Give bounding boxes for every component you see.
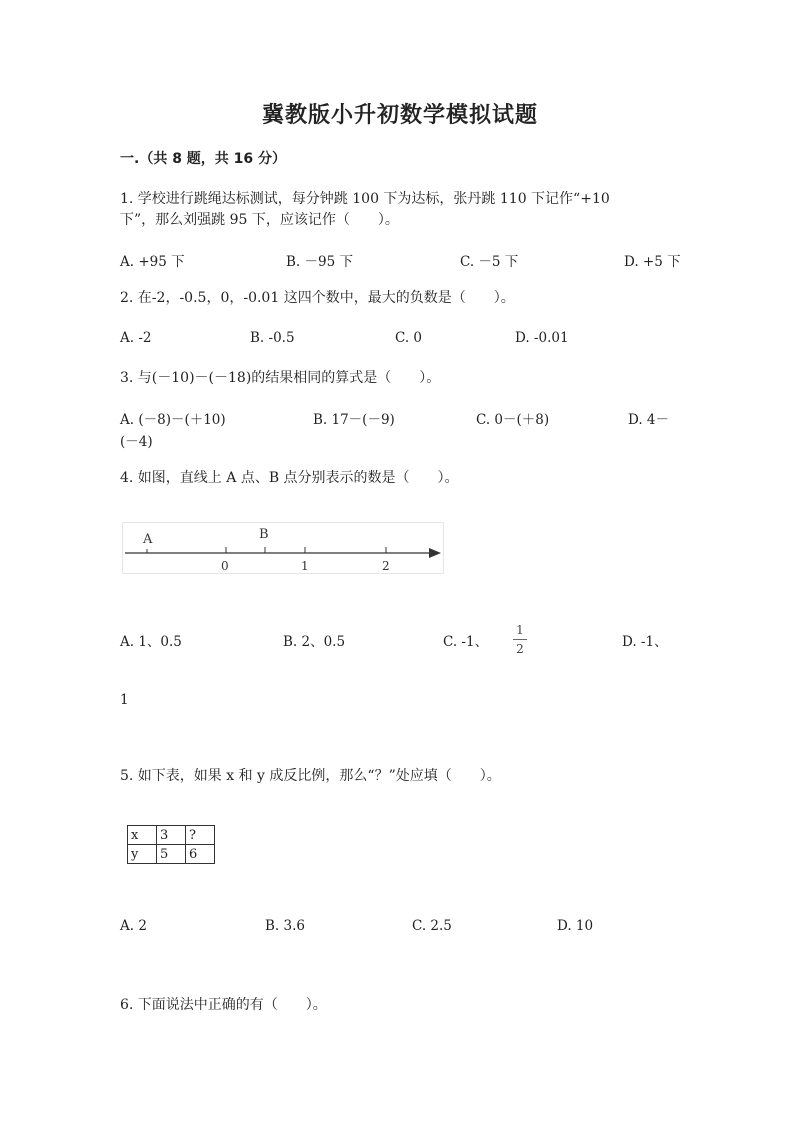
question-3-option-d-continued: (－4) <box>120 434 153 450</box>
question-6-text: 6. 下面说法中正确的有（ ）。 <box>120 997 327 1013</box>
number-line-arrow <box>429 548 441 558</box>
table-cell: x <box>128 826 157 845</box>
question-3-option-b: B. 17－(－9) <box>313 412 395 428</box>
tick-label-0: 0 <box>221 559 229 573</box>
question-1-option-a: A. +95 下 <box>120 254 185 270</box>
number-line-figure <box>122 522 444 574</box>
question-2-option-d: D. -0.01 <box>515 330 569 346</box>
question-3-option-c: C. 0－(＋8) <box>476 412 550 428</box>
point-label-a: A <box>143 532 153 547</box>
table-cell: 6 <box>186 845 215 864</box>
question-4-option-c-fraction <box>513 623 527 656</box>
question-2-option-b: B. -0.5 <box>250 330 295 346</box>
question-5-option-c: C. 2.5 <box>412 918 452 934</box>
question-1-option-b: B. －95 下 <box>286 254 353 270</box>
fraction-bar <box>513 639 527 640</box>
question-4-option-d: D. -1、 <box>622 634 668 650</box>
question-5-text: 5. 如下表，如果 x 和 y 成反比例，那么“？”处应填（ ）。 <box>120 768 501 784</box>
question-4-option-c: C. -1、 <box>443 634 489 650</box>
table-cell: 5 <box>157 845 186 864</box>
question-2-text: 2. 在-2，-0.5，0，-0.01 这四个数中，最大的负数是（ ）。 <box>120 290 515 306</box>
question-5-option-d: D. 10 <box>557 918 594 934</box>
question-1-option-c: C. －5 下 <box>460 254 519 270</box>
tick-label-2: 2 <box>382 559 390 573</box>
question-4-text: 4. 如图，直线上 A 点、B 点分别表示的数是（ ）。 <box>120 470 459 486</box>
tick-label-1: 1 <box>301 559 309 573</box>
point-label-b: B <box>259 527 269 542</box>
table-cell: 3 <box>157 826 186 845</box>
question-5-option-b: B. 3.6 <box>265 918 305 934</box>
question-4-option-b: B. 2、0.5 <box>283 634 346 650</box>
xy-table <box>127 825 215 864</box>
question-1-line-1: 1. 学校进行跳绳达标测试，每分钟跳 100 下为达标，张丹跳 110 下记作“+10 <box>120 191 610 207</box>
question-1-line-2: 下”，那么刘强跳 95 下，应该记作（ ）。 <box>120 212 399 228</box>
table-cell: y <box>128 845 157 864</box>
question-1-option-d: D. +5 下 <box>624 254 681 270</box>
fraction-denominator: 2 <box>516 642 524 656</box>
question-2-option-a: A. -2 <box>120 330 152 346</box>
question-3-option-d: D. 4－ <box>628 412 670 428</box>
fraction-numerator: 1 <box>516 623 524 637</box>
question-4-option-d-continued: 1 <box>120 692 129 708</box>
section-heading: 一.（共 8 题，共 16 分） <box>120 151 287 167</box>
question-4-option-a: A. 1、0.5 <box>120 634 182 650</box>
table-row <box>128 845 215 864</box>
question-3-option-a: A. (－8)－(＋10) <box>120 412 226 428</box>
page-title: 冀教版小升初数学模拟试题 <box>261 103 538 128</box>
question-5-option-a: A. 2 <box>120 918 147 934</box>
question-3-text: 3. 与(－10)－(－18)的结果相同的算式是（ ）。 <box>120 370 441 386</box>
table-cell: ? <box>186 826 215 845</box>
question-2-option-c: C. 0 <box>395 330 423 346</box>
table-row <box>128 826 215 845</box>
